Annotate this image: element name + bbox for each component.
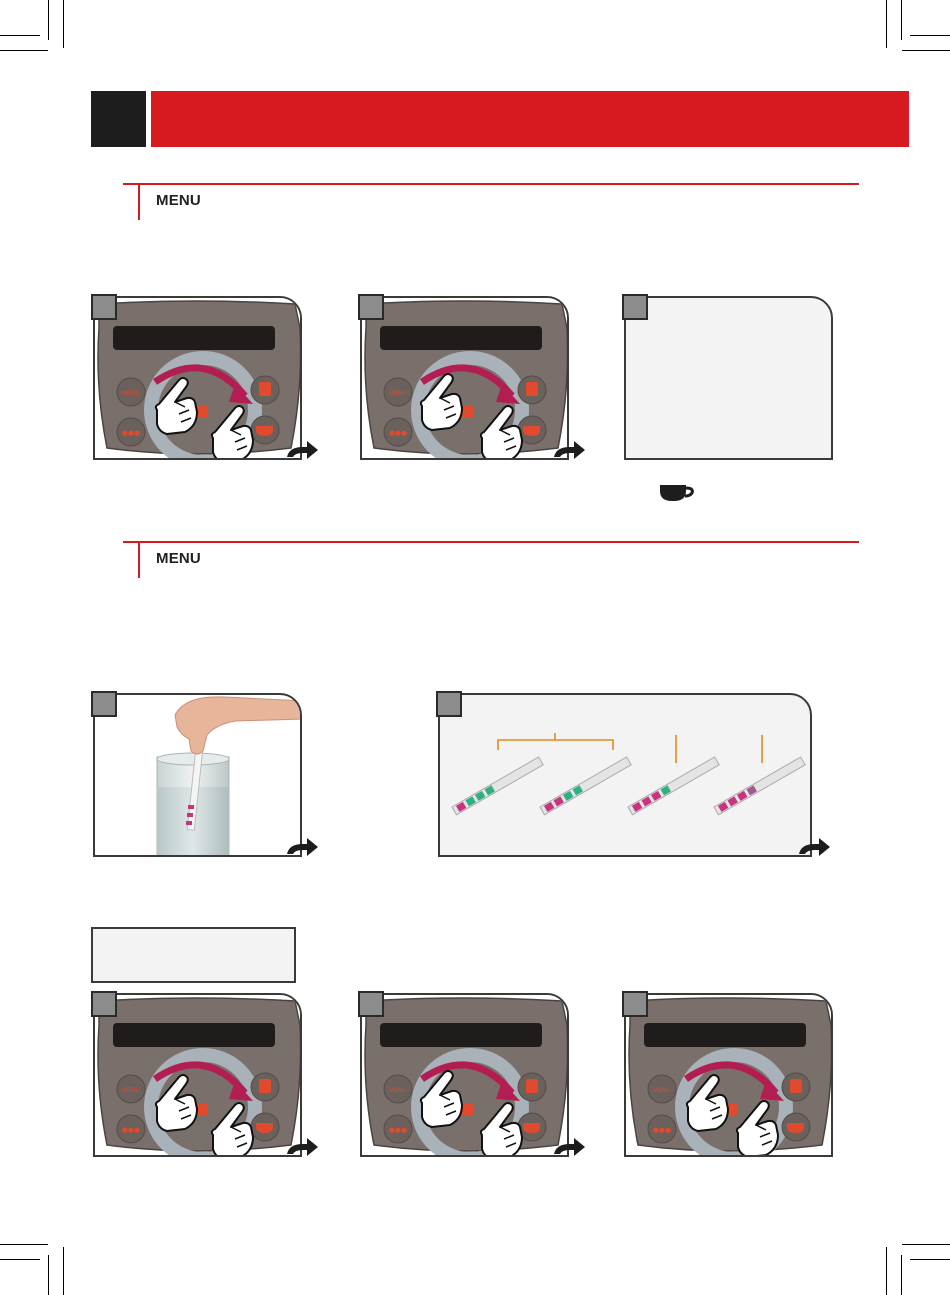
- next-arrow-icon: [285, 439, 319, 459]
- step-number-badge: [91, 991, 117, 1017]
- crop-mark: [63, 0, 64, 48]
- step-number-badge: [358, 991, 384, 1017]
- step-number-badge: [91, 691, 117, 717]
- section-divider: [123, 183, 859, 185]
- water-test-panel: [93, 693, 302, 857]
- crop-mark: [0, 1259, 40, 1260]
- step-number-badge: [358, 294, 384, 320]
- section-title: MENU: [156, 550, 201, 567]
- crop-mark: [902, 50, 950, 51]
- menu-button-label: MENU: [653, 1088, 671, 1094]
- chapter-title-bar: [151, 91, 909, 147]
- dots-button-label: ●●●: [121, 1126, 141, 1134]
- control-panel-illustration: [362, 995, 569, 1157]
- crop-mark: [902, 1244, 950, 1245]
- step-number-badge: [91, 294, 117, 320]
- crop-mark: [901, 1255, 902, 1295]
- crop-mark: [48, 1255, 49, 1295]
- step-panel-2: [360, 296, 569, 460]
- control-panel-illustration: [626, 995, 833, 1157]
- step-panel-6: [624, 993, 833, 1157]
- section-title: MENU: [156, 192, 201, 209]
- display-message-box: [91, 927, 296, 983]
- crop-mark: [886, 1247, 887, 1295]
- crop-mark: [0, 1244, 48, 1245]
- crop-mark: [886, 0, 887, 48]
- cup-icon: [658, 482, 698, 504]
- step-panel-5: [360, 993, 569, 1157]
- crop-mark: [63, 1247, 64, 1295]
- next-arrow-icon: [285, 836, 319, 856]
- menu-button-label: MENU: [122, 391, 140, 397]
- dots-button-label: ●●●: [652, 1126, 672, 1134]
- step-number-badge: [436, 691, 462, 717]
- dots-button-label: ●●●: [121, 429, 141, 437]
- test-strips-panel: [438, 693, 812, 857]
- crop-mark: [0, 35, 40, 36]
- step-panel-1: [93, 296, 302, 460]
- crop-mark: [910, 35, 950, 36]
- step-panel-4: [93, 993, 302, 1157]
- dots-button-label: ●●●: [388, 429, 408, 437]
- step-number-badge: [622, 294, 648, 320]
- section-marker: [138, 185, 140, 220]
- next-arrow-icon: [285, 1136, 319, 1156]
- crop-mark: [901, 0, 902, 40]
- step-number-badge: [622, 991, 648, 1017]
- crop-mark: [48, 0, 49, 40]
- chapter-number-block: [91, 91, 146, 147]
- control-panel-illustration: [95, 995, 302, 1157]
- menu-button-label: MENU: [389, 1088, 407, 1094]
- section-divider: [123, 541, 859, 543]
- menu-button-label: MENU: [389, 391, 407, 397]
- next-arrow-icon: [552, 439, 586, 459]
- control-panel-illustration: [362, 298, 569, 460]
- crop-mark: [910, 1259, 950, 1260]
- crop-mark: [0, 50, 48, 51]
- next-arrow-icon: [797, 836, 831, 856]
- control-panel-illustration: [95, 298, 302, 460]
- dots-button-label: ●●●: [388, 1126, 408, 1134]
- section-marker: [138, 543, 140, 578]
- test-strips-illustration: [440, 695, 812, 857]
- step-panel-3: [624, 296, 833, 460]
- menu-button-label: MENU: [122, 1088, 140, 1094]
- next-arrow-icon: [552, 1136, 586, 1156]
